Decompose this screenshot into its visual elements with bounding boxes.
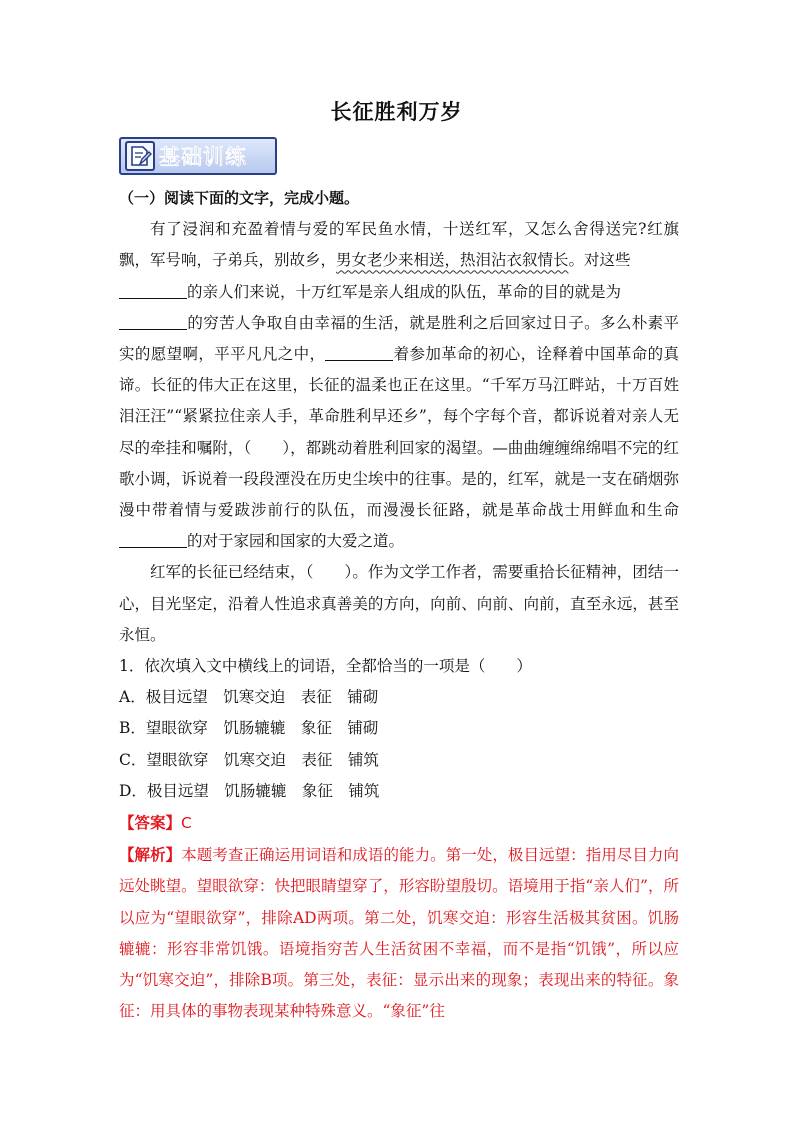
passage-text: 的对于家园和国家的大爱之道。 [187, 532, 405, 551]
answer-value: C [181, 814, 192, 833]
question-stem: 1．依次填入文中横线上的词语，全都恰当的一项是（ ） [119, 657, 532, 676]
page-title: 长征胜利万岁 [330, 100, 463, 124]
passage-text: 的穷苦人争取自由幸福的生活，就是胜利之后回家过日子。多么朴素平实的愿望啊，平平凡凡之中， [119, 313, 679, 364]
banner-label: 基础训练 [159, 145, 247, 169]
answer-tag: 【答案】 [119, 813, 182, 833]
option-c: C．望眼欲穿 饥寒交迫 表征 铺筑 [119, 750, 379, 769]
option-d: D．极目远望 饥肠辘辘 象征 铺筑 [119, 781, 380, 800]
fill-blank-4 [119, 531, 187, 548]
passage-paragraph-1 [119, 214, 679, 557]
answer-line [119, 807, 679, 839]
section-banner [119, 137, 277, 175]
pencil-document-icon [125, 141, 155, 171]
article-content [119, 183, 679, 1027]
analysis-paragraph [119, 839, 679, 1027]
option-b: B．望眼欲穿 饥肠辘辘 象征 铺砌 [119, 719, 379, 738]
analysis-tag: 【解析】 [119, 845, 182, 865]
passage-text: 的亲人们来说，十万红军是亲人组成的队伍，革命的目的就是为 [187, 282, 622, 301]
fill-blank-2 [119, 313, 187, 330]
analysis-text: 本题考查正确运用词语和成语的能力。第一处，极目远望：指用尽目力向远处眺望。望眼欲穿：快把眼睛望穿了，形容盼望殷切。语境用于指“亲人们”，所以应为“望眼欲穿”，排除AD两项。第二处，饥寒交迫：形容生活极其贫困。饥肠辘辘：形容非常饥饿。语境指穷苦人生活贫困不幸福，而不是指“饥饿”，所以应为“饥寒交迫”，排除B项。第三处，表征：显示出来的现象；表现出来的特征。象征：用具体的事物表现某种特殊意义。“象征”往 [119, 846, 679, 1021]
passage-text: 。对这些 [568, 251, 631, 270]
passage-paragraph-2: 红军的长征已经结束，（ ）。作为文学工作者，需要重拾长征精神，团结一心，目光坚定，沿着人性追求真善美的方向，向前、向前、向前，直至永远，甚至永恒。 [119, 563, 679, 644]
fill-blank-1 [119, 282, 187, 299]
section-heading: （一）阅读下面的文字，完成小题。 [119, 189, 360, 207]
option-a: A．极目远望 饥寒交迫 表征 铺砌 [119, 688, 379, 707]
fill-blank-3 [325, 344, 393, 361]
wavy-underlined-text: 男女老少来相送，热泪沾衣叙情长 [336, 251, 569, 270]
passage-text: 有了浸润和充盈着情与爱的军民鱼水情，十送红军，又怎么舍得送完?红旗飘，军号响，子弟兵，别故乡， [119, 220, 679, 270]
passage-text: 着参加革命的初心，诠释着中国革命的真谛。长征的伟大正在这里，长征的温柔也正在这里。“千军万马江畔站，十万百姓泪汪汪”“紧紧拉住亲人手，革命胜利早还乡”，每个字每个音，都诉说着对亲人无尽的牵挂和嘱附，（ ），都跳动着胜利回家的渴望。—曲曲缠缠绵绵唱不完的红歌小调，诉说着一段段湮没在历史尘埃中的往事。是的，红军，就是一支在硝烟弥漫中带着情与爱跋涉前行的队伍，而漫漫长征路，就是革命战士用鲜血和生命 [119, 345, 679, 520]
